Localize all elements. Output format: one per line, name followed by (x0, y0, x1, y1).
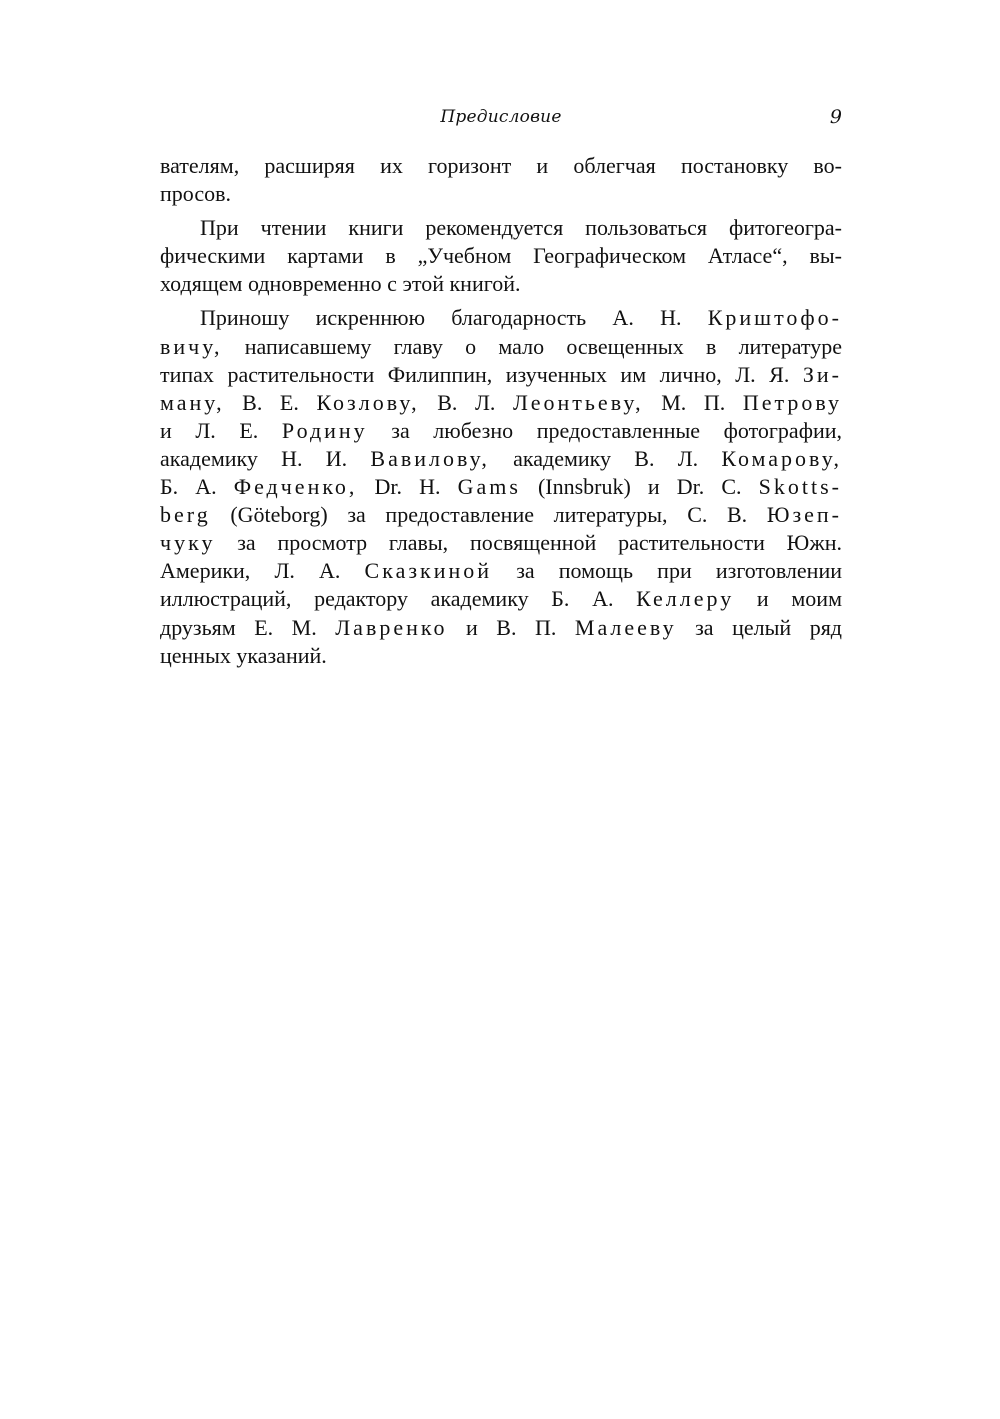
text-run: за любезно предоставленные фотографии, (367, 417, 843, 443)
text-run: Dr. H. (357, 474, 458, 500)
paragraph (160, 152, 842, 208)
text-line (160, 361, 842, 389)
text-line (160, 214, 842, 242)
text-run: и В. П. (447, 614, 575, 640)
text-line (160, 270, 842, 298)
text-run: и моим (734, 586, 842, 612)
text-line (160, 304, 842, 332)
text-line (160, 242, 842, 270)
spaced-name: Малееву (574, 614, 677, 640)
text-run: академику В. Л. (489, 445, 722, 471)
text-line (160, 333, 842, 361)
text-line (160, 557, 842, 585)
spaced-name: Skotts- (758, 474, 842, 500)
text-run: ценных указаний. (160, 642, 327, 668)
text-run: академику Н. И. (160, 445, 371, 471)
spaced-name: Gams (457, 474, 521, 500)
text-run: Б. А. (160, 474, 234, 500)
text-line (160, 389, 842, 417)
text-line (160, 501, 842, 529)
text-run: друзьям Е. М. (160, 614, 336, 640)
spaced-name: Козлову, (316, 389, 420, 415)
text-run: В. Е. (224, 389, 317, 415)
page-number: 9 (829, 106, 842, 128)
spaced-name: чуку (160, 530, 216, 556)
text-run: за просмотр главы, посвященной растительности Южн. (215, 530, 842, 556)
text-run: за помощь при изготовлении (492, 558, 842, 584)
text-run: ходящем одновременно с этой книгой. (160, 271, 521, 297)
text-line (160, 642, 842, 670)
paragraph (160, 214, 842, 298)
spaced-name: Комарову, (721, 445, 842, 471)
text-run: фическими картами в „Учебном Географическом Атласе“, вы- (160, 243, 842, 269)
text-run: написавшему главу о мало освещенных в литературе (222, 333, 842, 359)
running-title: Предисловие (440, 107, 562, 127)
spaced-name: Петрову (742, 389, 842, 415)
paragraph (160, 304, 842, 669)
spaced-name: Зи- (802, 361, 842, 387)
text-line (160, 473, 842, 501)
spaced-name: ману, (160, 389, 225, 415)
text-run: М. П. (643, 389, 743, 415)
text-line (160, 180, 842, 208)
text-run: В. Л. (419, 389, 513, 415)
spaced-name: Леонтьеву, (512, 389, 644, 415)
spaced-name: Федченко, (233, 474, 358, 500)
text-line (160, 152, 842, 180)
spaced-name: Сказкиной (364, 558, 493, 584)
spaced-name: berg (160, 502, 211, 528)
text-run: (Göteborg) за предоставление литературы, С. В. (210, 502, 767, 528)
text-run: просов. (160, 181, 231, 207)
spaced-name: Лавренко (335, 614, 448, 640)
text-run: Америки, Л. А. (160, 558, 365, 584)
spaced-name: вичу, (160, 333, 223, 359)
spaced-name: Родину (281, 417, 368, 443)
spaced-name: Криштофо- (707, 305, 842, 331)
text-line (160, 417, 842, 445)
spaced-name: Вавилову, (370, 445, 490, 471)
spaced-name: Келлеру (636, 586, 735, 612)
body-text (160, 152, 842, 670)
text-run: При чтении книги рекомендуется пользоваться фитогеогра- (200, 215, 842, 241)
text-run: Приношу искреннюю благодарность А. Н. (200, 305, 708, 331)
running-header (160, 104, 842, 132)
text-run: иллюстраций, редактору академику Б. А. (160, 586, 637, 612)
text-line (160, 614, 842, 642)
text-line (160, 585, 842, 613)
text-line (160, 529, 842, 557)
text-run: и Л. Е. (160, 417, 282, 443)
text-run: типах растительности Филиппин, изученных им лично, Л. Я. (160, 361, 803, 387)
text-run: (Innsbruk) и Dr. C. (520, 474, 759, 500)
spaced-name: Юзеп- (766, 502, 842, 528)
text-line (160, 445, 842, 473)
text-run: за целый ряд (676, 614, 843, 640)
text-run: вателям, расширяя их горизонт и облегчая постановку во- (160, 153, 842, 178)
